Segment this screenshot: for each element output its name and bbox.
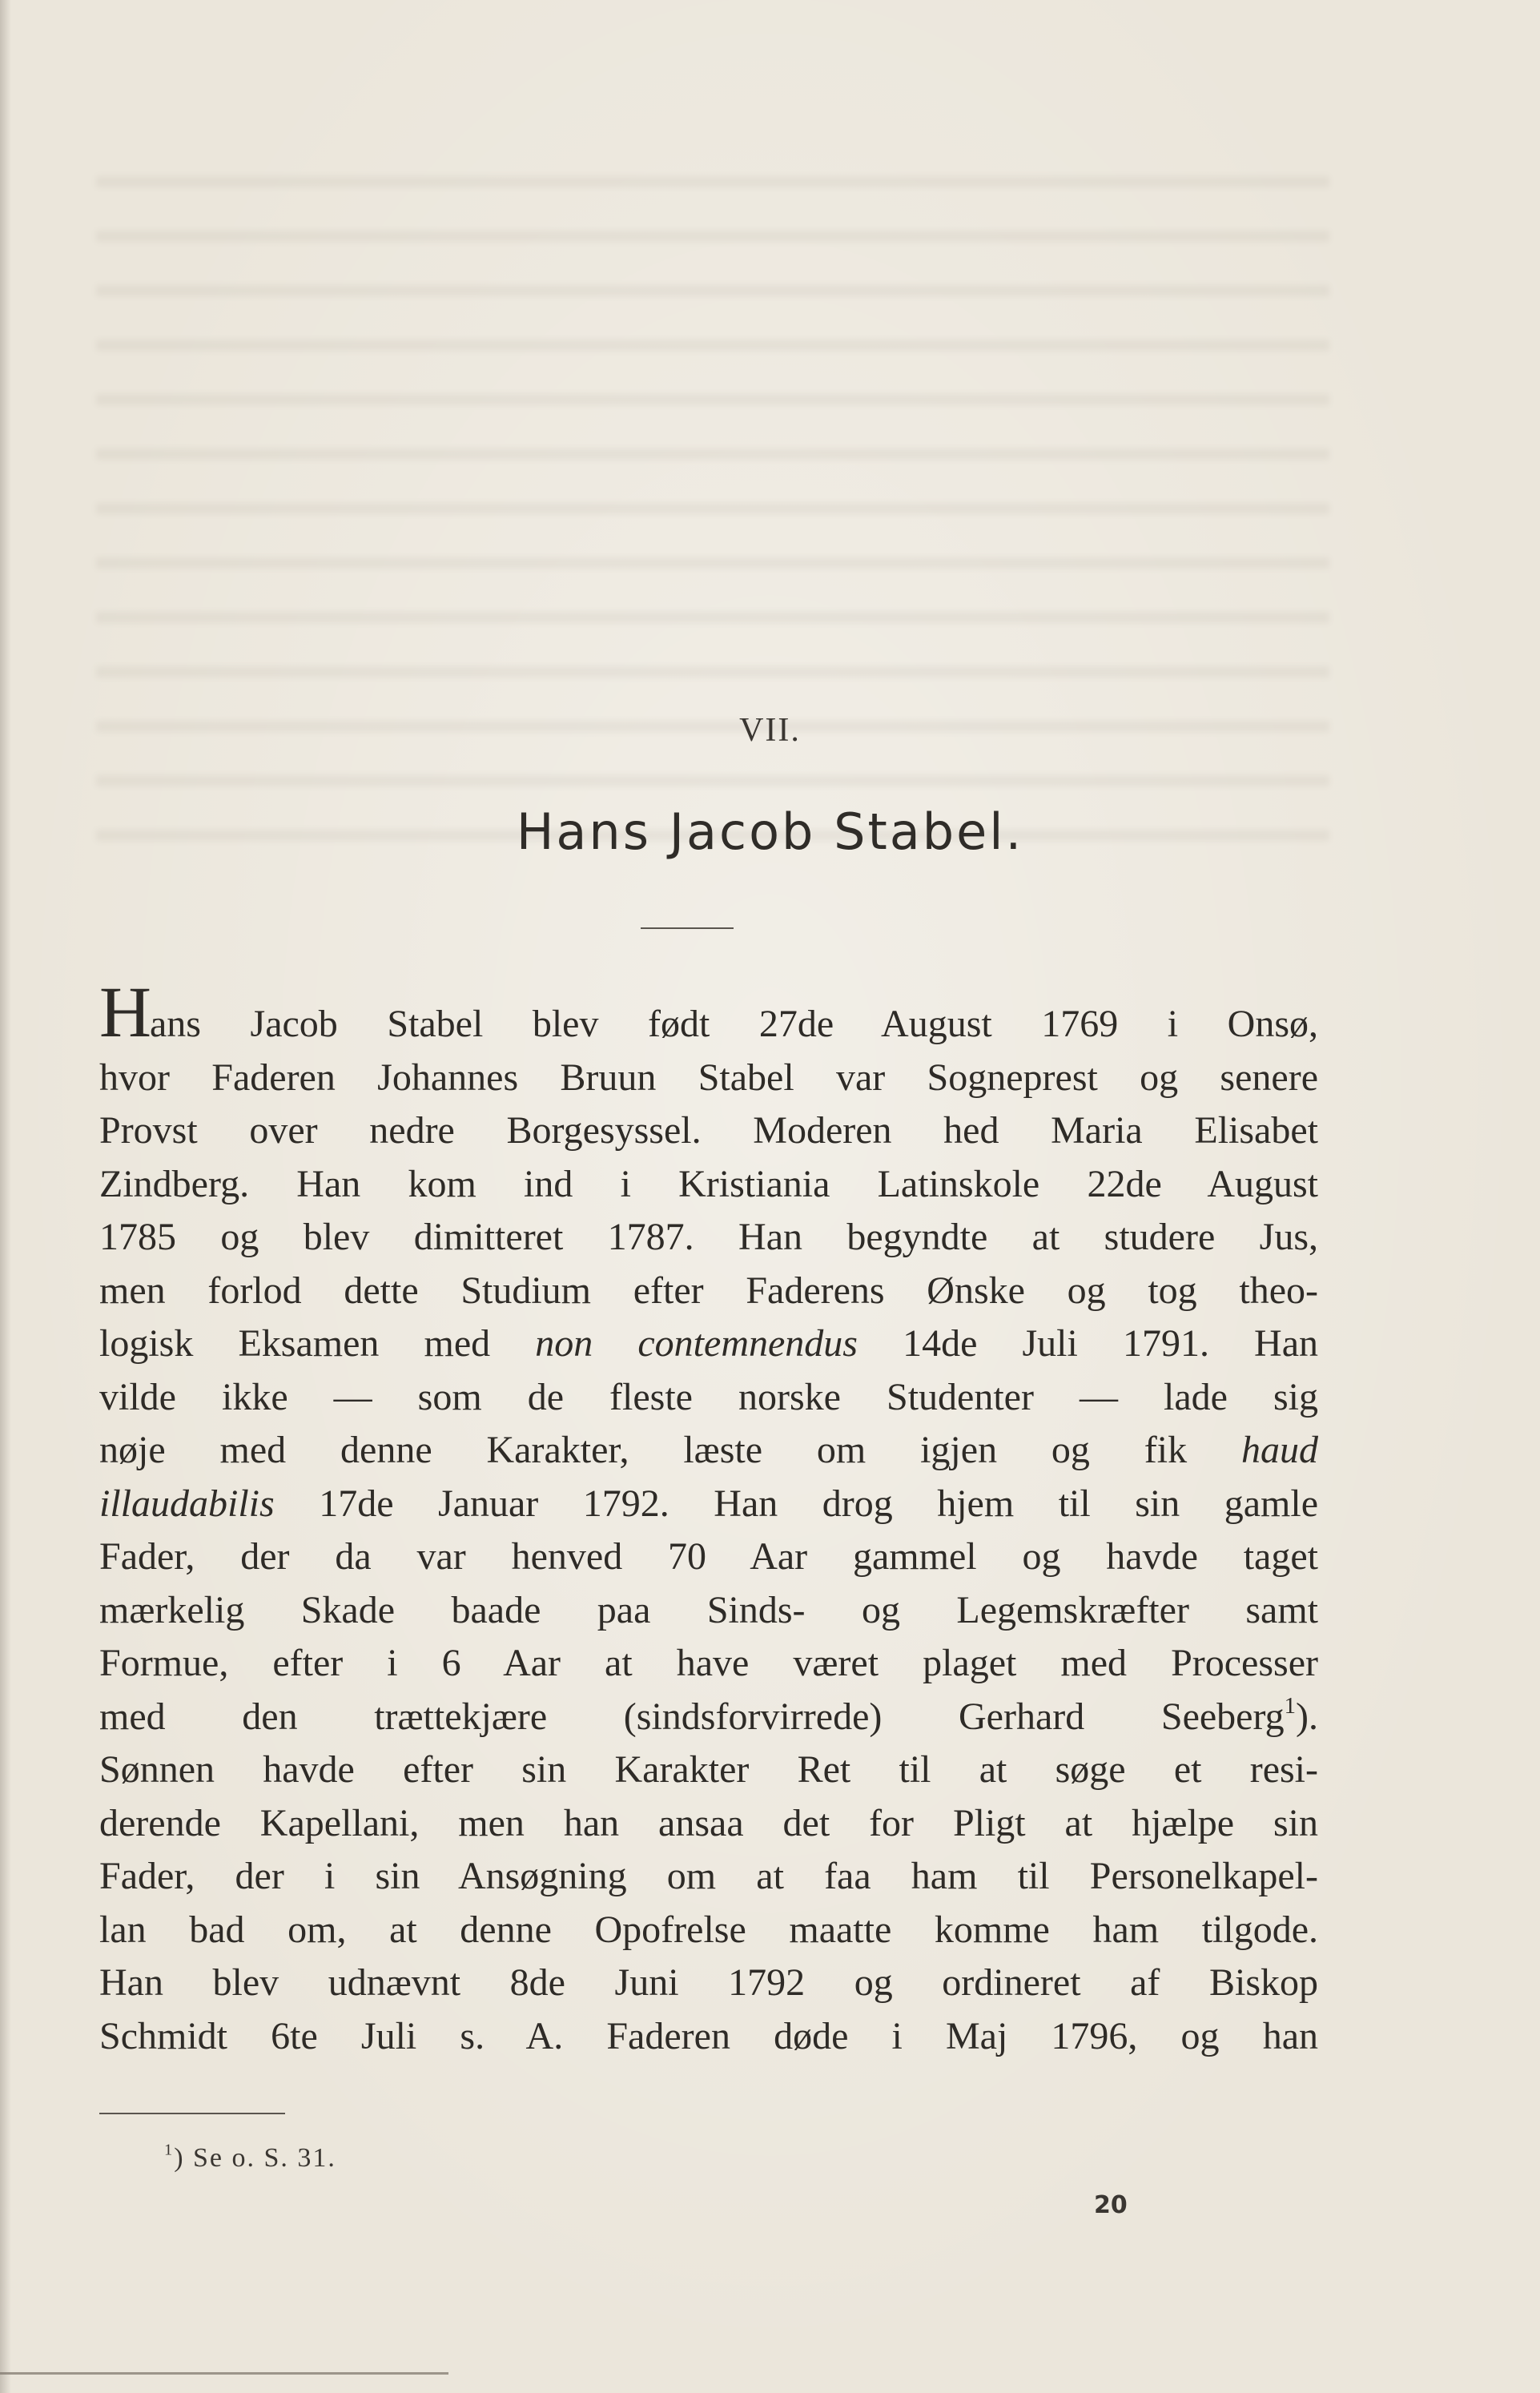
italic-phrase: illaudabilis (99, 1482, 275, 1525)
scan-edge-line (0, 2372, 448, 2375)
italic-phrase: haud (1241, 1429, 1318, 1471)
chapter-title: Hans Jacob Stabel. (516, 802, 1024, 861)
drop-cap: H (99, 973, 150, 1052)
text-line-14: med den trættekjære (sindsforvirrede) Gerhard Seeberg$^1$). (99, 1692, 1318, 1738)
text-line-8: vilde ikke — som de fleste norske Studenter — lade sig (99, 1375, 1318, 1418)
body-paragraph (99, 973, 1319, 2063)
text-line-20: Schmidt 6te Juli s. A. Faderen døde i Maj 1796, og han (99, 2014, 1318, 2057)
text-line-15: Sønnen havde efter sin Karakter Ret til at søge et resi- (99, 1748, 1318, 1791)
text-line-4: Zindberg. Han kom ind i Kristiania Latinskole 22de August (99, 1162, 1318, 1205)
text-line-19: Han blev udnævnt 8de Juni 1792 og ordineret af Biskop (99, 1961, 1318, 2004)
footnote-text: ) Se o. S. 31. (174, 2143, 336, 2173)
text-line-10: illaudabilis 17de Januar 1792. Han drog hjem til sin gamle (99, 1482, 1318, 1525)
text-line-17: Fader, der i sin Ansøgning om at faa ham til Personelkapel- (99, 1855, 1318, 1897)
text-line-12: mærkelig Skade baade paa Sinds- og Legemskræfter samt (99, 1588, 1318, 1631)
text-line-16: derende Kapellani, men han ansaa det for Pligt at hjælpe sin (99, 1801, 1318, 1844)
text-line-5: 1785 og blev dimitteret 1787. Han begyndte at studere Jus, (99, 1216, 1318, 1258)
footnote-marker: 1 (164, 2141, 175, 2159)
text-line-3: Provst over nedre Borgesyssel. Moderen hed Maria Elisabet (99, 1109, 1318, 1152)
italic-phrase: non contemnendus (535, 1322, 858, 1365)
footnote (164, 2143, 336, 2174)
page-edge-shadow (0, 0, 11, 2393)
footnote-reference: 1 (1284, 1692, 1297, 1719)
text-line-6: men forlod dette Studium efter Faderens Ønske og tog theo- (99, 1269, 1318, 1312)
title-divider (641, 927, 734, 929)
page-number: 20 (1094, 2191, 1128, 2219)
footnote-divider (99, 2113, 285, 2114)
text-line-7: logisk Eksamen med non contemnendus 14de Juli 1791. Han (99, 1322, 1319, 1365)
text-line-2: hvor Faderen Johannes Bruun Stabel var Sogneprest og senere (99, 1056, 1318, 1099)
bleed-through-text (96, 152, 1329, 873)
chapter-number: VII. (739, 712, 801, 749)
text-line-18: lan bad om, at denne Opofrelse maatte komme ham tilgode. (99, 1908, 1318, 1951)
text-line-13: Formue, efter i 6 Aar at have været plaget med Processer (99, 1642, 1318, 1684)
text-line-9: nøje med denne Karakter, læste om igjen og fik haud (99, 1429, 1318, 1471)
text-line-11: Fader, der da var henved 70 Aar gammel og havde taget (99, 1535, 1318, 1578)
text-line-1: Hans Jacob Stabel blev født 27de August 1769 i Onsø, (99, 973, 1318, 1052)
